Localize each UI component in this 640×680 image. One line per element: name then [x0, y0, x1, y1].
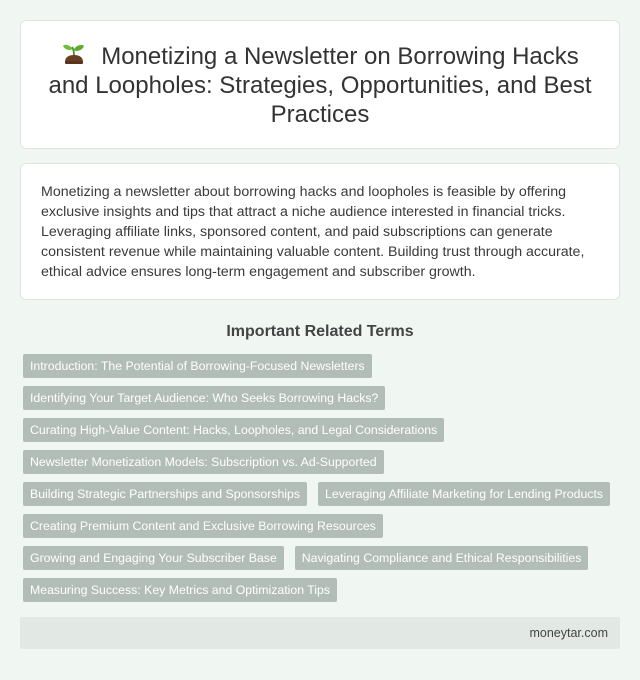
term-tag[interactable]: Newsletter Monetization Models: Subscription vs. Ad-Supported — [23, 450, 384, 474]
site-link[interactable]: moneytar.com — [529, 626, 608, 640]
term-tag[interactable]: Curating High-Value Content: Hacks, Loopholes, and Legal Considerations — [23, 418, 444, 442]
term-tag[interactable]: Introduction: The Potential of Borrowing-Focused Newsletters — [23, 354, 372, 378]
term-tag[interactable]: Leveraging Affiliate Marketing for Lending Products — [318, 482, 610, 506]
term-tag[interactable]: Navigating Compliance and Ethical Responsibilities — [295, 546, 589, 570]
related-terms-heading: Important Related Terms — [226, 323, 414, 340]
summary-text: Monetizing a newsletter about borrowing hacks and loopholes is feasible by offering exclusive insights and tips that attract a niche audience interested in financial tricks. Leveraging affiliate links, sponsored content, and paid subscriptions can generate consistent revenue while maintaining valuable content. Building trust through accurate, ethical advice ensures long-term engagement and subscriber growth. — [41, 184, 585, 280]
term-tag[interactable]: Creating Premium Content and Exclusive Borrowing Resources — [23, 514, 383, 538]
sprout-icon — [61, 41, 87, 67]
related-terms-list — [20, 354, 620, 602]
term-tag[interactable]: Measuring Success: Key Metrics and Optimization Tips — [23, 578, 337, 602]
title-text: Monetizing a Newsletter on Borrowing Hacks and Loopholes: Strategies, Opportunities, and Best Practices — [48, 42, 592, 128]
footer — [20, 617, 620, 649]
term-tag[interactable]: Identifying Your Target Audience: Who Seeks Borrowing Hacks? — [23, 386, 385, 410]
term-tag[interactable]: Growing and Engaging Your Subscriber Base — [23, 546, 284, 570]
summary-card — [20, 163, 620, 300]
term-tag[interactable]: Building Strategic Partnerships and Sponsorships — [23, 482, 307, 506]
title-card — [20, 20, 620, 149]
page-title — [45, 41, 595, 129]
